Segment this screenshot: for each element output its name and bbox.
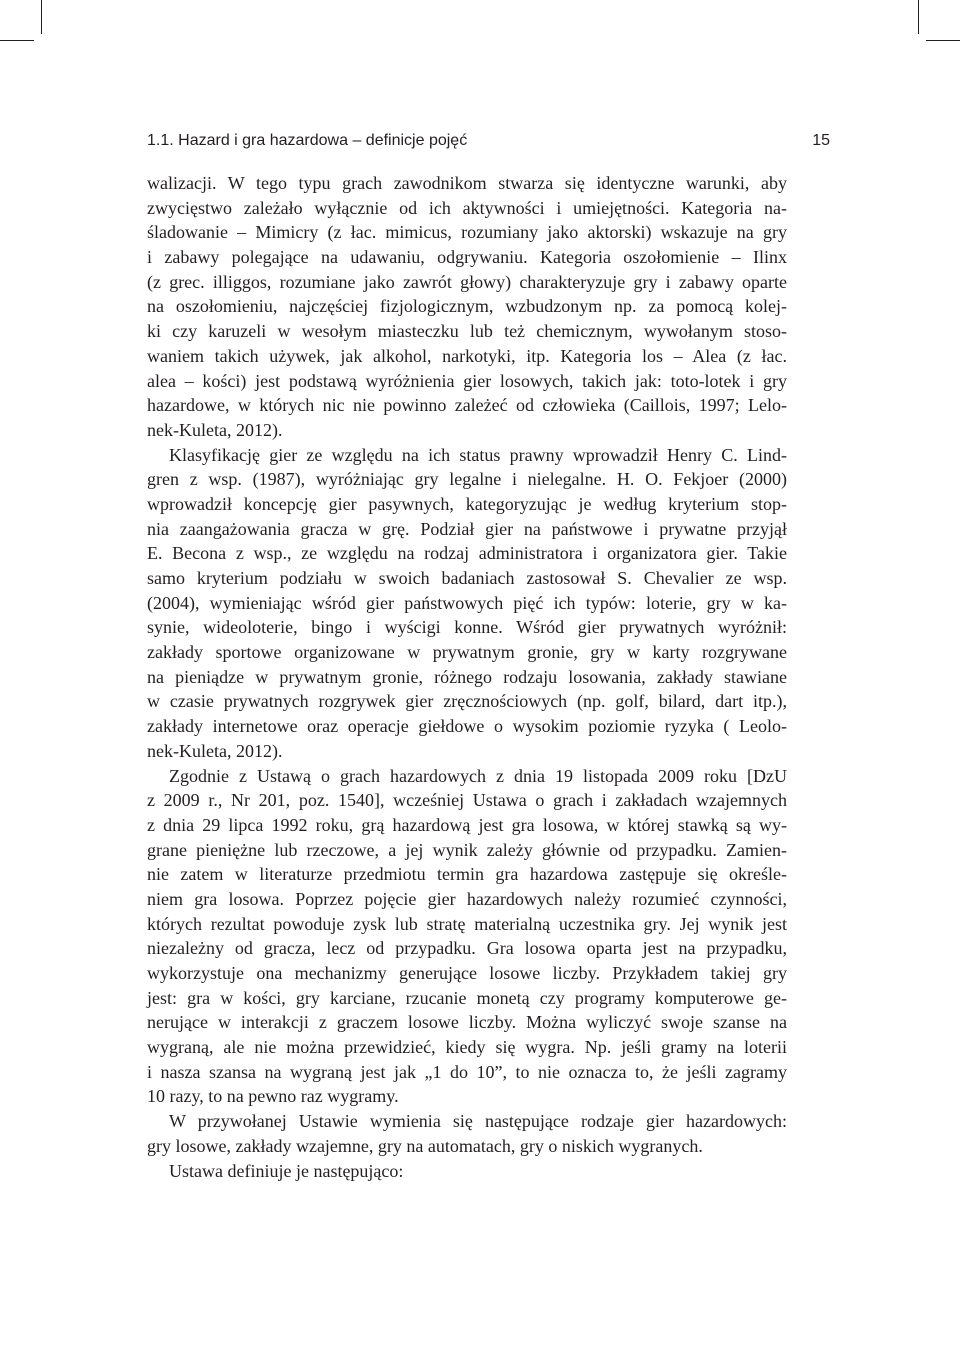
running-head	[147, 128, 830, 154]
text-line: których rezultat powoduje zysk lub stratę materialną uczestnika gry. Jej wynik jest	[147, 913, 787, 934]
text-line: zakłady internetowe oraz operacje giełdowe o wysokim poziomie ryzyka ( Leolo-	[147, 716, 787, 737]
text-line: ki czy karuzeli w wesołym miasteczku lub też chemicznym, wywołanym stoso-	[147, 321, 787, 342]
page-number: 15	[812, 132, 830, 149]
text-line: zwycięstwo zależało wyłącznie od ich aktywności i umiejętności. Kategoria na-	[147, 197, 787, 218]
text-line: nerujące w interakcji z graczem losowe liczby. Można wyliczyć swoje szanse na	[147, 1012, 787, 1033]
text-line: waniem takich używek, jak alkohol, narkotyki, itp. Kategoria los – Alea (z łac.	[147, 345, 787, 366]
text-line: synie, wideoloterie, bingo i wyścigi konne. Wśród gier prywatnych wyróżnił:	[147, 617, 787, 638]
text-line: 10 razy, to na pewno raz wygramy.	[147, 1086, 399, 1107]
text-line: W przywołanej Ustawie wymienia się następujące rodzaje gier hazardowych:	[169, 1111, 787, 1132]
crop-mark-top-left-vertical	[41, 0, 42, 34]
text-line: wprowadził koncepcję gier pasywnych, kategoryzując je według kryterium stop-	[147, 493, 787, 514]
text-line: (z grec. illiggos, rozumiane jako zawrót głowy) charakteryzuje gry i zabawy oparte	[147, 271, 787, 292]
text-line: i nasza szansa na wygraną jest jak „1 do 10”, to nie oznacza to, że jeśli zagramy	[147, 1061, 787, 1082]
text-line: Ustawa definiuje je następująco:	[169, 1160, 404, 1181]
text-line: jest: gra w kości, gry karciane, rzucanie monetą czy programy komputerowe ge-	[147, 987, 787, 1008]
text-line: śladowanie – Mimicry (z łac. mimicus, rozumiany jako aktorski) wskazuje na gry	[147, 222, 787, 243]
text-line: na pieniądze w prywatnym gronie, różnego rodzaju losowania, zakłady stawiane	[147, 666, 787, 687]
text-line: E. Becona z wsp., ze względu na rodzaj administratora i organizatora gier. Takie	[147, 543, 787, 564]
text-line: wygraną, ale nie można przewidzieć, kiedy się wygra. Np. jeśli gramy na loterii	[147, 1037, 787, 1058]
crop-mark-top-left-horizontal	[0, 40, 34, 41]
text-line: alea – kości) jest podstawą wyróżnienia gier losowych, takich jak: toto-lotek i gry	[147, 370, 787, 391]
text-line: Klasyfikację gier ze względu na ich status prawny wprowadził Henry C. Lind-	[169, 444, 787, 465]
text-line: walizacji. W tego typu grach zawodnikom stwarza się identyczne warunki, aby	[147, 173, 787, 193]
text-line: i zabawy polegające na udawaniu, odgrywaniu. Kategoria oszołomienie – Ilinx	[147, 247, 787, 268]
text-line: niezależny od gracza, lecz od przypadku. Gra losowa oparta jest na przypadku,	[147, 938, 787, 959]
text-line: z 2009 r., Nr 201, poz. 1540], wcześniej Ustawa o grach i zakładach wzajemnych	[147, 790, 787, 811]
text-line: hazardowe, w których nic nie powinno zależeć od człowieka (Caillois, 1997; Lelo-	[147, 395, 787, 416]
text-line: (2004), wymieniając wśród gier państwowych pięć ich typów: loterie, gry w ka-	[147, 592, 787, 613]
text-line: nek-Kuleta, 2012).	[147, 740, 283, 761]
crop-mark-top-right-vertical	[918, 0, 919, 34]
text-line: niem gra losowa. Poprzez pojęcie gier hazardowych należy rozumieć czynności,	[147, 888, 787, 909]
text-line: nek-Kuleta, 2012).	[147, 419, 283, 440]
text-line: nia zaangażowania gracza w grę. Podział gier na państwowe i prywatne przyjął	[147, 518, 787, 539]
text-line: Zgodnie z Ustawą o grach hazardowych z dnia 19 listopada 2009 roku [DzU	[169, 765, 787, 786]
text-line: grane pieniężne lub rzeczowe, a jej wynik zależy głównie od przypadku. Zamien-	[147, 839, 787, 860]
text-line: gry losowe, zakłady wzajemne, gry na automatach, gry o niskich wygranych.	[147, 1135, 703, 1156]
text-line: na oszołomieniu, najczęściej fizjologicznym, wzbudzonym np. za pomocą kolej-	[147, 296, 787, 317]
text-line: z dnia 29 lipca 1992 roku, grą hazardową jest gra losowa, w której stawką są wy-	[147, 814, 787, 835]
text-line: zakłady sportowe organizowane w prywatnym gronie, gry w karty rozgrywane	[147, 642, 787, 663]
text-line: samo kryterium podziału w swoich badaniach zastosował S. Chevalier ze wsp.	[147, 568, 787, 588]
text-line: gren z wsp. (1987), wyróżniając gry legalne i nielegalne. H. O. Fekjoer (2000)	[147, 469, 787, 490]
running-title: 1.1. Hazard i gra hazardowa – definicje pojęć	[147, 132, 468, 149]
text-line: wykorzystuje ona mechanizmy generujące losowe liczby. Przykładem takiej gry	[147, 963, 787, 983]
crop-mark-top-right-horizontal	[926, 40, 960, 41]
body-text	[147, 171, 787, 1183]
text-line: w czasie prywatnych rozgrywek gier zręcznościowych (np. golf, bilard, dart itp.),	[147, 691, 787, 712]
text-line: nie zatem w literaturze przedmiotu termin gra hazardowa zastępuje się określe-	[147, 864, 787, 885]
